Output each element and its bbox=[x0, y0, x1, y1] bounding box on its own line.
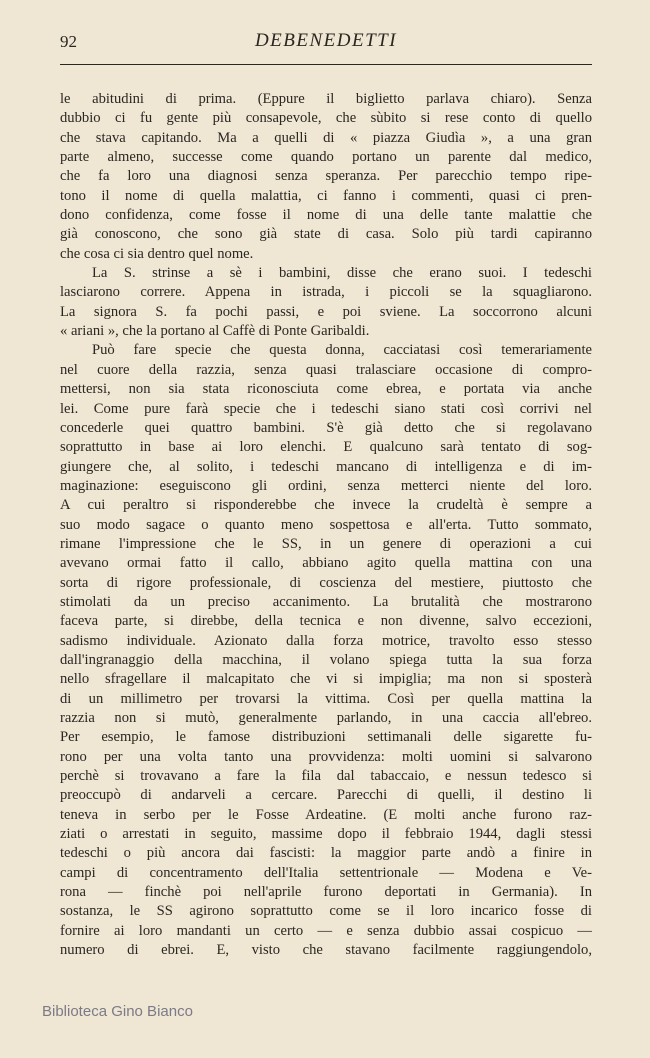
library-watermark: Biblioteca Gino Bianco bbox=[42, 1003, 193, 1020]
body-text bbox=[60, 90, 592, 960]
text-line: che stava capitando. Ma a quelli di « piazza Giudìa », a una gran bbox=[60, 129, 592, 146]
text-line: concederle quei quattro bambini. S'è già detto che si regolavano bbox=[60, 419, 592, 436]
text-line: maginazione: eseguiscono gli ordini, senza metterci niente del loro. bbox=[60, 477, 592, 494]
text-line: Può fare specie che questa donna, cacciatasi così temerariamente bbox=[92, 342, 592, 359]
text-line: che cosa ci sia dentro quel nome. bbox=[60, 245, 254, 262]
text-line: ziati o arrestati in seguito, massime dopo il febbraio 1944, dagli stessi bbox=[60, 826, 592, 843]
text-line: avevano ormai fatto il callo, abbiano agito quella mattina con una bbox=[60, 555, 592, 572]
text-line: stimolati da un preciso accanimento. La brutalità che mostrarono bbox=[60, 593, 592, 610]
text-line: La S. strinse a sè i bambini, disse che erano suoi. I tedeschi bbox=[92, 265, 592, 282]
text-line: tono il nome di quella malattia, ci fanno i commenti, quasi ci pren- bbox=[60, 187, 592, 204]
text-line: rono per una volta tanto una provvidenza: molti uomini si salvarono bbox=[60, 748, 592, 765]
text-line: dubbio ci fu gente più consapevole, che sùbito si rese conto di quello bbox=[60, 110, 592, 127]
text-line: giungere che, al solito, i tedeschi mancano di intelligenza e di im- bbox=[60, 458, 592, 475]
text-line: lei. Come pure farà specie che i tedeschi siano stati così corrivi nel bbox=[60, 400, 592, 417]
text-line: che fa loro una diagnosi senza speranza. Per parecchio tempo ripe- bbox=[60, 168, 592, 185]
text-line: nello sfragellare il malcapitato che vi si impiglia; ma non si sposterà bbox=[60, 671, 592, 688]
text-line: perchè si trovavano a fare la fila dal tabaccaio, e nessun tedesco si bbox=[60, 768, 592, 785]
page-header bbox=[60, 30, 592, 58]
text-line: dall'ingranaggio della macchina, il volano spiega tutta la sua forza bbox=[60, 651, 592, 668]
text-line: tedeschi o più ancora dai fascisti: la maggior parte andò a finire in bbox=[60, 845, 592, 862]
text-line: rona — finchè poi nell'aprile furono deportati in Germania). In bbox=[60, 884, 592, 901]
text-line: razzia non si mutò, generalmente parlando, in una caccia all'ebreo. bbox=[60, 710, 592, 726]
text-line: « ariani », che la portano al Caffè di Ponte Garibaldi. bbox=[60, 323, 370, 340]
text-line: soprattutto in base ai loro elenchi. E qualcuno sarà tentato di sog- bbox=[60, 439, 592, 456]
page-number: 92 bbox=[60, 32, 77, 51]
text-line: parte almeno, successe come quando portano un parente dal medico, bbox=[60, 149, 592, 166]
text-line: fornire ai loro mandanti un certo — e senza dubbio assai cospicuo — bbox=[60, 922, 592, 939]
text-line: nel cuore della razzia, senza quasi tralasciare occasione di compro- bbox=[60, 361, 592, 378]
text-line: suo modo sagace o quanto meno sospettosa e all'erta. Tutto sommato, bbox=[60, 516, 592, 533]
text-line: le abitudini di prima. (Eppure il biglietto parlava chiaro). Senza bbox=[60, 91, 592, 107]
text-line: sadismo individuale. Azionato dalla forza motrice, travolto esso stesso bbox=[60, 632, 592, 649]
text-line: Per esempio, le famose distribuzioni settimanali delle sigarette fu- bbox=[60, 729, 592, 746]
text-line: La signora S. fa pochi passi, e poi sviene. La soccorrono alcuni bbox=[60, 303, 592, 320]
text-line: A cui peraltro si risponderebbe che invece la crudeltà è sempre a bbox=[60, 497, 592, 514]
text-line: faceva parte, si direbbe, della tecnica e non divenne, salvo eccezioni, bbox=[60, 613, 592, 630]
text-line: rimane l'impressione che le SS, in un genere di operazioni a cui bbox=[60, 535, 592, 552]
text-line: lasciarono correre. Appena in istrada, i piccoli se la squagliarono. bbox=[60, 284, 592, 301]
text-line: sorta di rigore professionale, di coscienza del mestiere, piuttosto che bbox=[60, 574, 592, 591]
text-line: mettersi, non sia stata riconosciuta come ebrea, e portata via anche bbox=[60, 381, 592, 398]
running-head: DEBENEDETTI bbox=[254, 30, 398, 51]
text-line: sostanza, le SS agirono soprattutto come se il loro incarico fosse di bbox=[60, 903, 592, 920]
text-line: teneva in serbo per le Fosse Ardeatine. (E molti anche furono raz- bbox=[60, 806, 592, 823]
text-line: di un millimetro per trovarsi la vittima. Così per quella mattina la bbox=[60, 690, 592, 707]
text-line: campi di concentramento dell'Italia settentrionale — Modena e Ve- bbox=[60, 864, 592, 881]
text-line: dono confidenza, come fosse il nome di una delle tante malattie che bbox=[60, 207, 592, 224]
text-line: già conoscono, che sono già state di casa. Solo più tardi capiranno bbox=[60, 226, 592, 243]
text-line: preoccupò di andarveli a cercare. Parecchi di quelli, il destino li bbox=[60, 787, 592, 804]
text-line: numero di ebrei. E, visto che stavano facilmente raggiungendolo, bbox=[60, 942, 592, 959]
header-rule bbox=[60, 64, 592, 65]
